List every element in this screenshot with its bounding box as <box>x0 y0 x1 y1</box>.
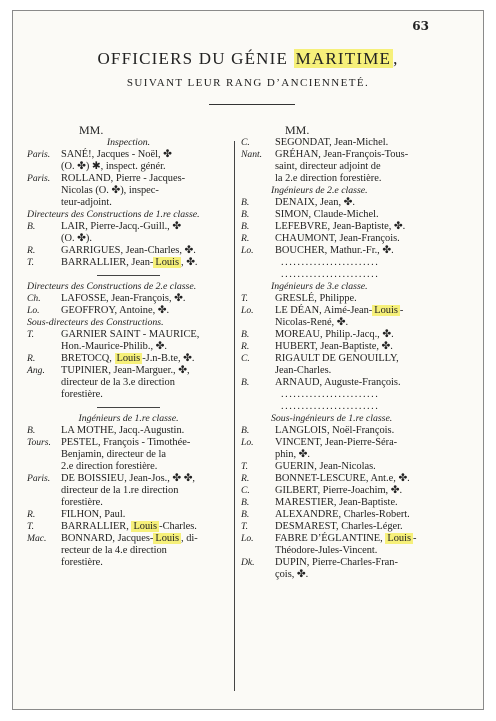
officer-name: GRÉHAN, Jean-François-Tous- saint, directeur adjoint de la 2.e direction forestière. <box>275 149 409 184</box>
section-divider <box>97 275 160 276</box>
location-abbrev: T. <box>241 521 249 532</box>
dotted-placeholder: ........................ <box>281 389 380 400</box>
section-heading: Directeurs des Constructions de 2.e classe. <box>27 281 197 292</box>
officer-entry <box>241 473 476 485</box>
officer-entry <box>27 257 230 269</box>
officer-entry <box>241 233 476 245</box>
officer-name: BONNET-LESCURE, Ant.e, ✤. <box>275 473 410 484</box>
highlight-louis: Louis <box>387 533 412 544</box>
officer-entry <box>241 341 476 353</box>
officer-entry <box>241 497 476 509</box>
location-abbrev: B. <box>241 329 250 340</box>
officer-name: FILHON, Paul. <box>61 509 126 520</box>
officer-name: GUERIN, Jean-Nicolas. <box>275 461 376 472</box>
page-number: 63 <box>412 19 429 33</box>
officer-name: CHAUMONT, Jean-François. <box>275 233 400 244</box>
highlight-louis: Louis <box>155 257 180 268</box>
officer-name: GARRIGUES, Jean-Charles, ✤. <box>61 245 196 256</box>
location-abbrev: R. <box>241 341 250 352</box>
location-abbrev: B. <box>241 497 250 508</box>
section-heading: Ingénieurs de 2.e classe. <box>271 185 368 196</box>
section-divider <box>97 407 160 408</box>
section-heading: Sous-ingénieurs de 1.re classe. <box>271 413 393 424</box>
left-column <box>27 137 230 569</box>
location-abbrev: Nant. <box>241 149 263 160</box>
location-abbrev: Paris. <box>27 173 51 184</box>
officer-entry <box>241 149 476 185</box>
right-mm-header: MM. <box>285 123 310 137</box>
officer-entry <box>27 221 230 245</box>
title-rule <box>209 104 295 105</box>
officer-name: TUPINIER, Jean-Marguer., ✤, directeur de la 3.e direction forestière. <box>61 365 190 400</box>
officer-entry <box>241 425 476 437</box>
location-abbrev: B. <box>27 425 36 436</box>
officer-name: DENAIX, Jean, ✤. <box>275 197 355 208</box>
location-abbrev: B. <box>241 425 250 436</box>
officer-name: LANGLOIS, Noël-François. <box>275 425 395 436</box>
title-highlight: MARITIME <box>295 49 392 68</box>
section-heading: Sous-directeurs des Constructions. <box>27 317 164 328</box>
highlight-louis: Louis <box>116 353 141 364</box>
highlight-louis: Louis <box>133 521 158 532</box>
officer-name: LAFOSSE, Jean-François, ✤. <box>61 293 186 304</box>
location-abbrev: Mac. <box>27 533 47 544</box>
officer-name: VINCENT, Jean-Pierre-Séra- phin, ✤. <box>275 437 398 460</box>
officer-entry <box>27 305 230 317</box>
officer-name: BRETOCQ, Louis -J.n-B.te, ✤. <box>61 353 195 364</box>
location-abbrev: T. <box>27 257 35 268</box>
section-heading: Ingénieurs de 3.e classe. <box>271 281 368 292</box>
officer-entry <box>241 245 476 257</box>
location-abbrev: Dk. <box>241 557 255 568</box>
location-abbrev: Tours. <box>27 437 51 448</box>
officer-entry <box>27 533 230 569</box>
officer-entry <box>27 521 230 533</box>
officer-name: SIMON, Claude-Michel. <box>275 209 379 220</box>
officer-name: LEFEBVRE, Jean-Baptiste, ✤. <box>275 221 406 232</box>
location-abbrev: T. <box>241 293 249 304</box>
officer-entry <box>241 353 476 377</box>
location-abbrev: B. <box>241 509 250 520</box>
location-abbrev: Paris. <box>27 473 51 484</box>
officer-entry <box>241 197 476 209</box>
location-abbrev: C. <box>241 137 250 148</box>
officer-entry <box>27 473 230 509</box>
officer-name: SEGONDAT, Jean-Michel. <box>275 137 389 148</box>
officer-name: LAIR, Pierre-Jacq.-Guill., ✤ (O. ✤). <box>61 221 182 244</box>
officer-name: MARESTIER, Jean-Baptiste. <box>275 497 398 508</box>
officer-entry <box>27 353 230 365</box>
location-abbrev: Lo. <box>241 533 254 544</box>
officer-entry <box>27 329 230 353</box>
officer-entry <box>241 437 476 461</box>
officer-entry <box>241 305 476 329</box>
officer-entry <box>241 209 476 221</box>
officer-entry <box>27 149 230 173</box>
section-heading: Ingénieurs de 1.re classe. <box>78 413 179 424</box>
officer-name: FABRE D’ÉGLANTINE, Louis - Théodore-Jules-Vincent. <box>275 533 417 556</box>
officer-name: BOUCHER, Mathur.-Fr., ✤. <box>275 245 394 256</box>
officer-name: SANÉ!, Jacques - Noël, ✤ (O. ✤) ✱, inspect. génér. <box>61 149 172 172</box>
section-heading: Directeurs des Constructions de 1.re classe. <box>27 209 200 220</box>
page-title <box>13 49 483 69</box>
dotted-placeholder: ........................ <box>281 257 380 268</box>
officer-entry <box>27 509 230 521</box>
officer-name: ALEXANDRE, Charles-Robert. <box>275 509 410 520</box>
officer-name: GEOFFROY, Antoine, ✤. <box>61 305 170 316</box>
officer-entry <box>27 173 230 209</box>
officer-entry <box>27 293 230 305</box>
location-abbrev: Lo. <box>27 305 40 316</box>
section-heading: Inspection. <box>106 137 151 148</box>
right-column <box>241 137 476 581</box>
officer-name: RIGAULT DE GENOUILLY, Jean-Charles. <box>275 353 399 376</box>
officer-name: GILBERT, Pierre-Joachim, ✤. <box>275 485 403 496</box>
officer-entry <box>241 521 476 533</box>
officer-name: GARNIER SAINT - MAURICE, Hon.-Maurice-Philib., ✤. <box>61 329 200 352</box>
location-abbrev: C. <box>241 485 250 496</box>
location-abbrev: T. <box>241 461 249 472</box>
officer-entry <box>241 377 476 389</box>
officer-name: BARRALLIER, Jean- Louis , ✤. <box>61 257 198 268</box>
officer-name: LE DÉAN, Aimé-Jean- Louis - Nicolas-René, ✤. <box>275 305 404 328</box>
officer-name: PESTEL, François - Timothée- Benjamin, directeur de la 2.e direction forestière. <box>61 437 191 472</box>
location-abbrev: B. <box>241 377 250 388</box>
title-comma: , <box>393 49 399 68</box>
location-abbrev: Ang. <box>27 365 45 376</box>
dotted-placeholder: ........................ <box>281 269 380 280</box>
document-page <box>12 10 484 710</box>
location-abbrev: R. <box>241 473 250 484</box>
officer-entry <box>27 437 230 473</box>
officer-name: DUPIN, Pierre-Charles-Fran- çois, ✤. <box>275 557 398 580</box>
officer-name: MOREAU, Philip.-Jacq., ✤. <box>275 329 394 340</box>
location-abbrev: R. <box>27 245 36 256</box>
location-abbrev: B. <box>241 221 250 232</box>
location-abbrev: R. <box>241 233 250 244</box>
dotted-placeholder: ........................ <box>281 401 380 412</box>
location-abbrev: Lo. <box>241 305 254 316</box>
title-text: OFFICIERS DU GÉNIE <box>97 49 294 68</box>
location-abbrev: B. <box>241 209 250 220</box>
location-abbrev: R. <box>27 353 36 364</box>
column-divider <box>234 141 235 691</box>
officer-name: DE BOISSIEU, Jean-Jos., ✤ ✤, directeur de la 1.re direction forestière. <box>61 473 196 508</box>
location-abbrev: B. <box>27 221 36 232</box>
officer-name: HUBERT, Jean-Baptiste, ✤. <box>275 341 393 352</box>
officer-name: ROLLAND, Pierre - Jacques- Nicolas (O. ✤), inspec- teur-adjoint. <box>61 173 186 208</box>
officer-name: BARRALLIER, Louis -Charles. <box>61 521 197 532</box>
officer-name: GRESLÉ, Philippe. <box>275 293 357 304</box>
highlight-louis: Louis <box>155 533 180 544</box>
left-mm-header: MM. <box>79 123 104 137</box>
officer-entry <box>27 365 230 401</box>
location-abbrev: B. <box>241 197 250 208</box>
officer-entry <box>27 425 230 437</box>
officer-entry <box>241 557 476 581</box>
location-abbrev: Ch. <box>27 293 41 304</box>
location-abbrev: T. <box>27 521 35 532</box>
officer-entry <box>241 221 476 233</box>
location-abbrev: T. <box>27 329 35 340</box>
officer-name: DESMAREST, Charles-Léger. <box>275 521 403 532</box>
highlight-louis: Louis <box>374 305 398 316</box>
officer-entry <box>241 509 476 521</box>
location-abbrev: R. <box>27 509 36 520</box>
location-abbrev: Lo. <box>241 437 254 448</box>
location-abbrev: Lo. <box>241 245 254 256</box>
location-abbrev: C. <box>241 353 250 364</box>
officer-name: BONNARD, Jacques- Louis , di- recteur de la 4.e direction forestière. <box>61 533 198 568</box>
officer-entry <box>241 329 476 341</box>
officer-entry <box>241 461 476 473</box>
officer-name: ARNAUD, Auguste-François. <box>275 377 401 388</box>
officer-entry <box>241 485 476 497</box>
page-subtitle: SUIVANT LEUR RANG D’ANCIENNETÉ. <box>126 77 370 89</box>
officer-entry <box>241 533 476 557</box>
officer-entry <box>27 245 230 257</box>
location-abbrev: Paris. <box>27 149 51 160</box>
officer-entry <box>241 293 476 305</box>
officer-name: LA MOTHE, Jacq.-Augustin. <box>61 425 185 436</box>
officer-entry <box>241 137 476 149</box>
